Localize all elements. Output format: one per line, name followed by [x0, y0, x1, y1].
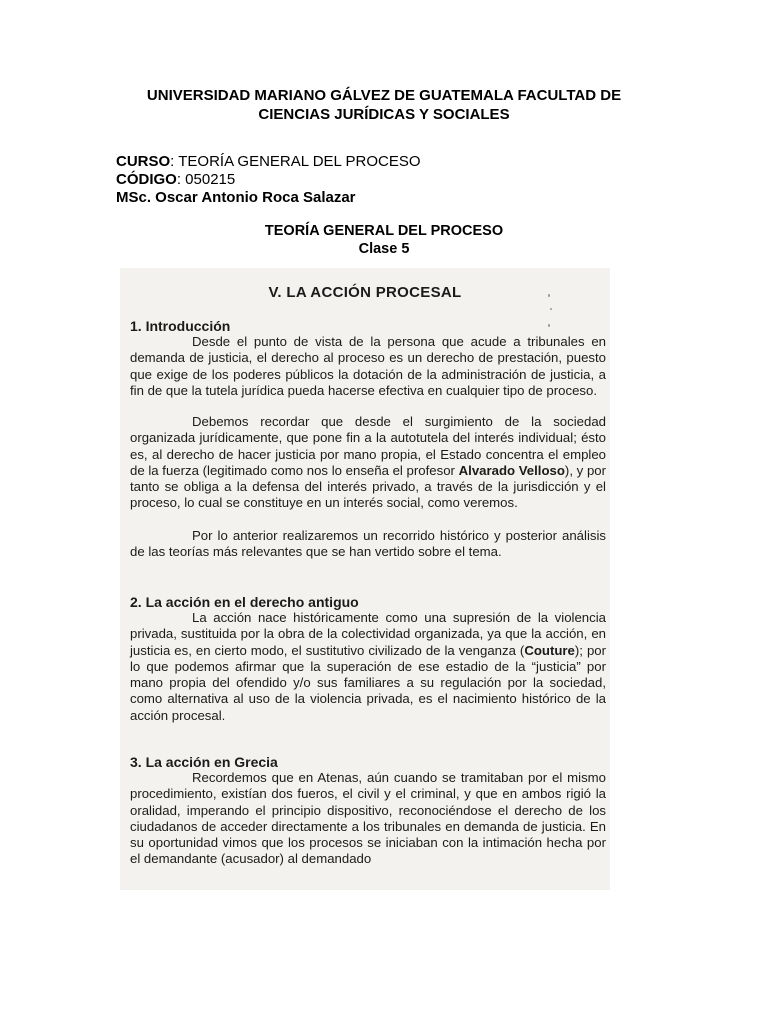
course-label: CURSO	[116, 153, 171, 170]
scan-speck	[550, 308, 552, 310]
paragraph-text: Desde el punto de vista de la persona que acude a tribunales en demanda de justicia, el derecho al proceso es un derecho de prestación, puesto que exige de los poderes públicos la dotación de la administración de justicia, a fin de que la tutela jurídica pueda hacerse efectiva en cualquier tipo de proceso.	[130, 334, 606, 398]
paragraph-text: La acción nace históricamente como una supresión de la violencia privada, sustituida por la obra de la colectividad organizada, ya que la acción, en justicia es, en cierto modo, el sustitutivo civilizado de la venganza (	[130, 610, 606, 658]
document-subtitle: Clase 5	[358, 241, 410, 257]
paragraph-antiguo	[130, 610, 606, 724]
document-title: TEORÍA GENERAL DEL PROCESO	[264, 223, 504, 239]
author-name: Alvarado Velloso	[458, 462, 565, 478]
author-name: Couture	[524, 642, 575, 658]
paragraph-grecia	[130, 770, 606, 868]
paragraph-intro-2	[130, 414, 606, 512]
heading-derecho-antiguo: 2. La acción en el derecho antiguo	[130, 594, 359, 610]
code-value: : 050215	[176, 171, 236, 188]
section-title: V. LA ACCIÓN PROCESAL	[268, 284, 462, 301]
code-line	[116, 171, 235, 189]
paragraph-text: ), y por tanto se obliga a la defensa del interés privado, a través de la jurisdicción y el proceso, lo cual se constituye en un interés social, como veremos.	[130, 462, 606, 511]
heading-introduccion: 1. Introducción	[130, 318, 231, 334]
scan-speck	[548, 324, 550, 327]
scanned-page-image	[120, 268, 610, 890]
paragraph-text: Debemos recordar que desde el surgimiento de la sociedad organizada jurídicamente, que pone fin a la autotutela del interés individual; ésto es, al derecho de hacer justicia por mano propia, el Estado concentra el empleo de la fuerza (legitimado como nos lo enseña el profesor	[130, 414, 606, 478]
paragraph-text: ); por lo que podemos afirmar que la superación de ese estadio de la “justicia” por mano propia del ofendido y/o sus familiares a su regulación por la sociedad, como alternativa al uso de la violencia privada, es el nacimiento histórico de la acción procesal.	[130, 642, 606, 723]
university-heading: UNIVERSIDAD MARIANO GÁLVEZ DE GUATEMALA FACULTAD DE CIENCIAS JURÍDICAS Y SOCIALES	[146, 87, 622, 123]
course-line	[116, 153, 421, 171]
paragraph-text: Recordemos que en Atenas, aún cuando se tramitaban por el mismo procedimiento, existían dos fueros, el civil y el criminal, y que en ambos rigió la oralidad, imperando el principio dispositivo, reconociéndose el derecho de los ciudadanos de acceder directamente a los tribunales en demanda de justicia. En su oportunidad vimos que los procesos se iniciaban con la intimación hecha por el demandante (acusador) al demandado	[130, 770, 606, 867]
paragraph-intro-1	[130, 334, 606, 399]
paragraph-intro-3	[130, 528, 606, 561]
professor-name: MSc. Oscar Antonio Roca Salazar	[116, 189, 356, 206]
course-value: : TEORÍA GENERAL DEL PROCESO	[170, 153, 421, 170]
code-label: CÓDIGO	[116, 171, 177, 188]
heading-grecia: 3. La acción en Grecia	[130, 754, 278, 770]
paragraph-text: Por lo anterior realizaremos un recorrido histórico y posterior análisis de las teorías más relevantes que se han vertido sobre el tema.	[130, 528, 606, 560]
